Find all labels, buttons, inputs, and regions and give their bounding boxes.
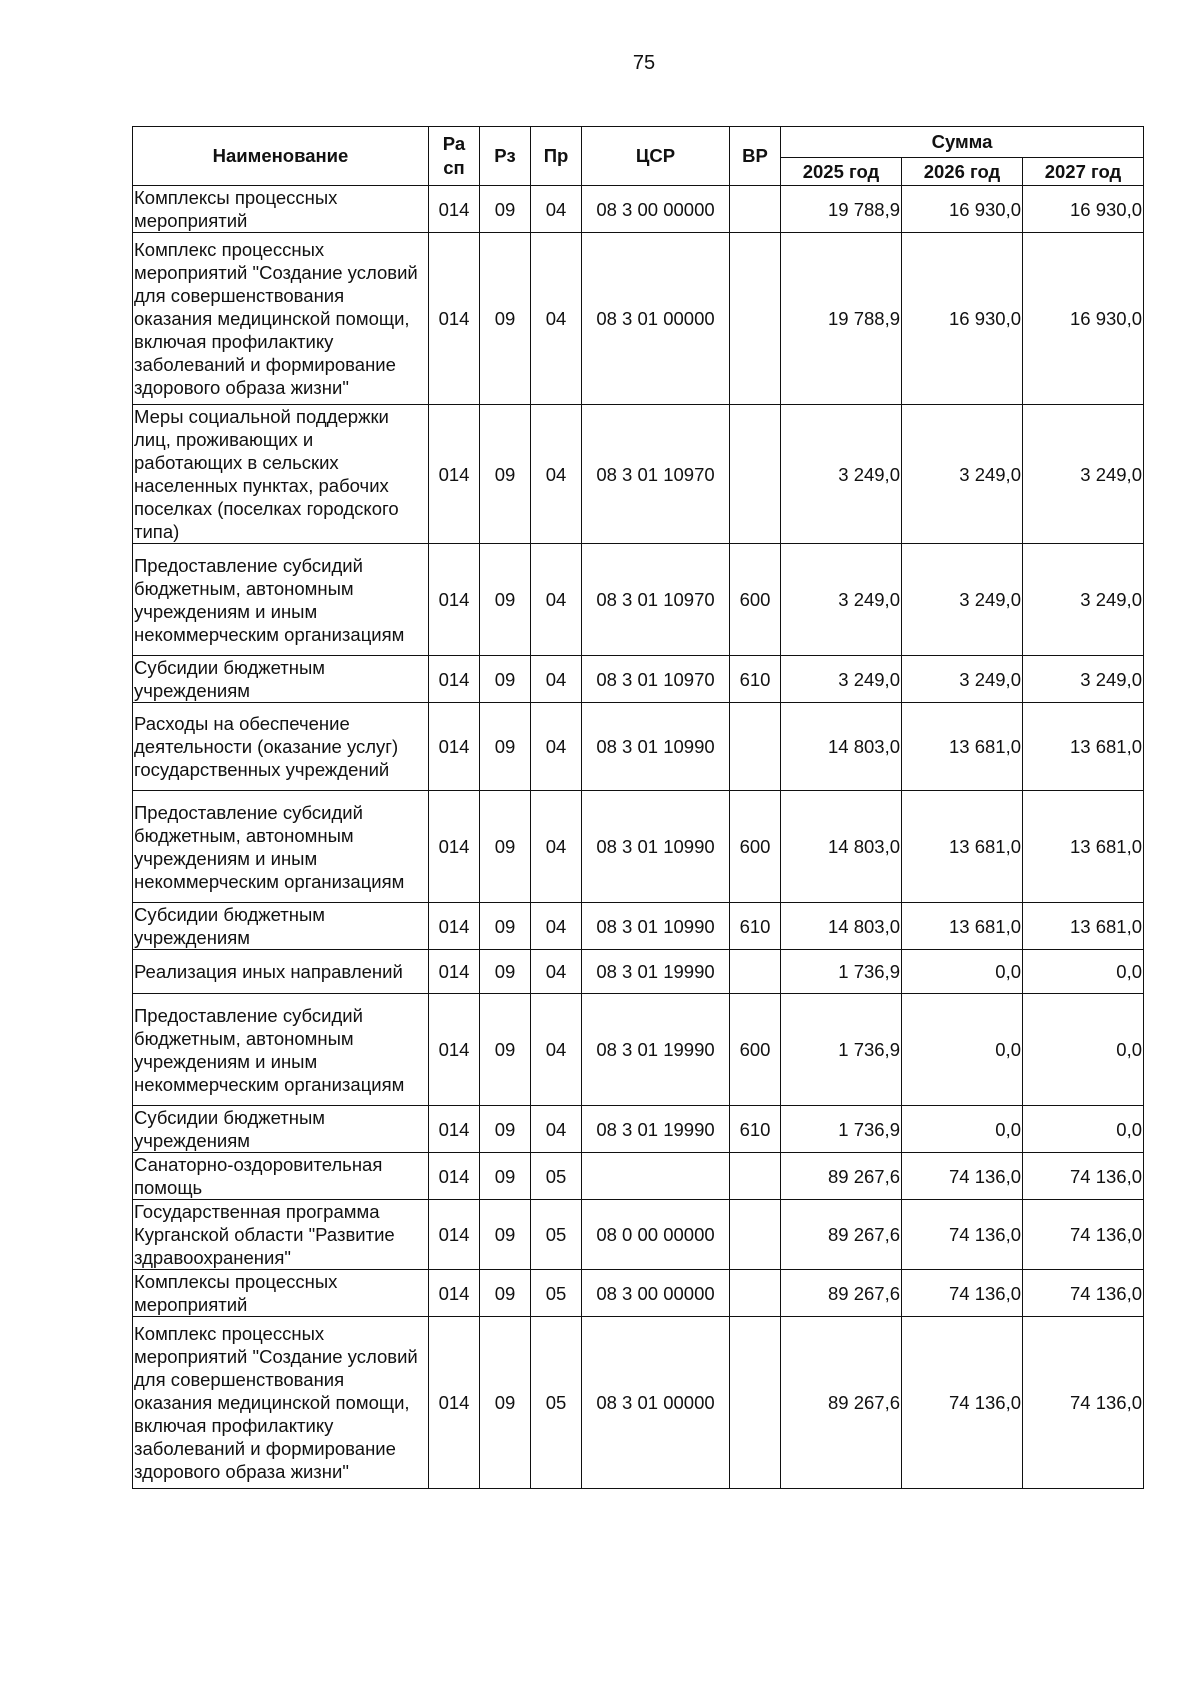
row-pr: 05	[531, 1153, 582, 1200]
row-amount-2026: 74 136,0	[902, 1317, 1023, 1489]
row-name: Меры социальной поддержки лиц, проживающих и работающих в сельских населенных пунктах, рабочих поселках (поселках городского типа)	[133, 405, 429, 544]
row-rasp: 014	[429, 405, 480, 544]
row-amount-2026: 3 249,0	[902, 405, 1023, 544]
row-amount-2025: 19 788,9	[781, 186, 902, 233]
row-amount-2027: 0,0	[1023, 950, 1144, 994]
row-rasp: 014	[429, 186, 480, 233]
row-amount-2025: 89 267,6	[781, 1270, 902, 1317]
row-name: Санаторно-оздоровительная помощь	[133, 1153, 429, 1200]
row-amount-2026: 74 136,0	[902, 1270, 1023, 1317]
row-vr	[730, 1153, 781, 1200]
header-sum: Сумма	[781, 127, 1144, 158]
budget-table	[132, 126, 1144, 1489]
row-rasp: 014	[429, 791, 480, 903]
row-csr	[582, 1153, 730, 1200]
row-pr: 04	[531, 950, 582, 994]
table-row	[133, 903, 1144, 950]
row-pr: 04	[531, 233, 582, 405]
row-amount-2026: 13 681,0	[902, 703, 1023, 791]
row-amount-2025: 14 803,0	[781, 791, 902, 903]
row-name: Предоставление субсидий бюджетным, автономным учреждениям и иным некоммерческим организациям	[133, 544, 429, 656]
row-csr: 08 0 00 00000	[582, 1200, 730, 1270]
row-csr: 08 3 00 00000	[582, 186, 730, 233]
row-csr: 08 3 01 10990	[582, 791, 730, 903]
header-rz: Рз	[480, 127, 531, 186]
row-amount-2025: 3 249,0	[781, 656, 902, 703]
row-name: Комплекс процессных мероприятий "Создание условий для совершенствования оказания медицинской помощи, включая профилактику заболеваний и формирование здорового образа жизни"	[133, 233, 429, 405]
row-csr: 08 3 00 00000	[582, 1270, 730, 1317]
header-vr: ВР	[730, 127, 781, 186]
row-vr	[730, 405, 781, 544]
row-rz: 09	[480, 544, 531, 656]
row-rz: 09	[480, 656, 531, 703]
row-amount-2027: 13 681,0	[1023, 703, 1144, 791]
header-pr: Пр	[531, 127, 582, 186]
row-pr: 04	[531, 994, 582, 1106]
row-amount-2027: 74 136,0	[1023, 1317, 1144, 1489]
row-rz: 09	[480, 405, 531, 544]
row-vr: 610	[730, 903, 781, 950]
row-amount-2027: 13 681,0	[1023, 791, 1144, 903]
table-body	[133, 186, 1144, 1489]
row-pr: 04	[531, 1106, 582, 1153]
row-amount-2026: 0,0	[902, 994, 1023, 1106]
row-pr: 04	[531, 405, 582, 544]
row-amount-2025: 89 267,6	[781, 1153, 902, 1200]
row-vr	[730, 233, 781, 405]
table-row	[133, 233, 1144, 405]
row-csr: 08 3 01 00000	[582, 1317, 730, 1489]
row-amount-2025: 14 803,0	[781, 903, 902, 950]
row-vr: 600	[730, 994, 781, 1106]
row-amount-2027: 3 249,0	[1023, 405, 1144, 544]
row-amount-2026: 16 930,0	[902, 186, 1023, 233]
row-csr: 08 3 01 00000	[582, 233, 730, 405]
row-rz: 09	[480, 950, 531, 994]
row-amount-2027: 3 249,0	[1023, 544, 1144, 656]
row-name: Предоставление субсидий бюджетным, автономным учреждениям и иным некоммерческим организациям	[133, 994, 429, 1106]
row-name: Субсидии бюджетным учреждениям	[133, 1106, 429, 1153]
row-rz: 09	[480, 233, 531, 405]
row-pr: 04	[531, 791, 582, 903]
row-amount-2025: 19 788,9	[781, 233, 902, 405]
row-pr: 04	[531, 656, 582, 703]
row-pr: 04	[531, 186, 582, 233]
table-row	[133, 1317, 1144, 1489]
row-amount-2027: 13 681,0	[1023, 903, 1144, 950]
table-row	[133, 405, 1144, 544]
row-rz: 09	[480, 903, 531, 950]
row-rasp: 014	[429, 1106, 480, 1153]
table-row	[133, 703, 1144, 791]
row-amount-2025: 3 249,0	[781, 405, 902, 544]
row-amount-2025: 1 736,9	[781, 950, 902, 994]
row-rz: 09	[480, 1270, 531, 1317]
row-pr: 04	[531, 544, 582, 656]
row-amount-2025: 14 803,0	[781, 703, 902, 791]
row-amount-2026: 13 681,0	[902, 903, 1023, 950]
table-row	[133, 1200, 1144, 1270]
row-vr: 610	[730, 656, 781, 703]
table-row	[133, 544, 1144, 656]
table-row	[133, 1106, 1144, 1153]
row-amount-2026: 74 136,0	[902, 1200, 1023, 1270]
table-row	[133, 1153, 1144, 1200]
table-row	[133, 791, 1144, 903]
row-name: Реализация иных направлений	[133, 950, 429, 994]
table-row	[133, 950, 1144, 994]
row-csr: 08 3 01 19990	[582, 950, 730, 994]
row-vr	[730, 950, 781, 994]
row-amount-2027: 16 930,0	[1023, 233, 1144, 405]
row-pr: 05	[531, 1270, 582, 1317]
header-name: Наименование	[133, 127, 429, 186]
row-rasp: 014	[429, 903, 480, 950]
row-vr	[730, 1317, 781, 1489]
row-rasp: 014	[429, 994, 480, 1106]
row-csr: 08 3 01 10970	[582, 405, 730, 544]
row-vr	[730, 1200, 781, 1270]
row-vr	[730, 186, 781, 233]
page-number: 75	[632, 52, 656, 74]
row-csr: 08 3 01 19990	[582, 994, 730, 1106]
header-year-2025: 2025 год	[781, 158, 902, 186]
row-csr: 08 3 01 19990	[582, 1106, 730, 1153]
row-amount-2026: 16 930,0	[902, 233, 1023, 405]
row-amount-2026: 3 249,0	[902, 544, 1023, 656]
row-amount-2027: 3 249,0	[1023, 656, 1144, 703]
row-rz: 09	[480, 791, 531, 903]
row-amount-2026: 3 249,0	[902, 656, 1023, 703]
row-rz: 09	[480, 1106, 531, 1153]
row-rasp: 014	[429, 656, 480, 703]
row-amount-2027: 0,0	[1023, 1106, 1144, 1153]
header-year-2027: 2027 год	[1023, 158, 1144, 186]
header-year-2026: 2026 год	[902, 158, 1023, 186]
row-pr: 04	[531, 903, 582, 950]
row-amount-2027: 74 136,0	[1023, 1270, 1144, 1317]
row-rz: 09	[480, 186, 531, 233]
row-name: Субсидии бюджетным учреждениям	[133, 903, 429, 950]
row-rasp: 014	[429, 544, 480, 656]
row-rz: 09	[480, 1153, 531, 1200]
row-vr	[730, 1270, 781, 1317]
row-rasp: 014	[429, 703, 480, 791]
row-amount-2025: 1 736,9	[781, 994, 902, 1106]
row-amount-2026: 13 681,0	[902, 791, 1023, 903]
row-rasp: 014	[429, 233, 480, 405]
row-amount-2025: 3 249,0	[781, 544, 902, 656]
row-name: Предоставление субсидий бюджетным, автономным учреждениям и иным некоммерческим организациям	[133, 791, 429, 903]
row-name: Комплексы процессных мероприятий	[133, 186, 429, 233]
row-csr: 08 3 01 10990	[582, 903, 730, 950]
row-name: Комплексы процессных мероприятий	[133, 1270, 429, 1317]
row-name: Государственная программа Курганской области "Развитие здравоохранения"	[133, 1200, 429, 1270]
row-vr	[730, 703, 781, 791]
row-csr: 08 3 01 10990	[582, 703, 730, 791]
row-vr: 600	[730, 791, 781, 903]
header-rasp: Ра сп	[429, 127, 480, 186]
row-rasp: 014	[429, 1200, 480, 1270]
row-amount-2026: 0,0	[902, 950, 1023, 994]
row-name: Субсидии бюджетным учреждениям	[133, 656, 429, 703]
row-amount-2025: 1 736,9	[781, 1106, 902, 1153]
row-amount-2027: 74 136,0	[1023, 1153, 1144, 1200]
row-pr: 05	[531, 1317, 582, 1489]
row-amount-2027: 0,0	[1023, 994, 1144, 1106]
row-rz: 09	[480, 1317, 531, 1489]
row-rz: 09	[480, 1200, 531, 1270]
row-name: Расходы на обеспечение деятельности (оказание услуг) государственных учреждений	[133, 703, 429, 791]
table-row	[133, 186, 1144, 233]
row-rz: 09	[480, 703, 531, 791]
row-rasp: 014	[429, 950, 480, 994]
table-row	[133, 1270, 1144, 1317]
row-amount-2025: 89 267,6	[781, 1200, 902, 1270]
row-name: Комплекс процессных мероприятий "Создание условий для совершенствования оказания медицинской помощи, включая профилактику заболеваний и формирование здорового образа жизни"	[133, 1317, 429, 1489]
header-csr: ЦСР	[582, 127, 730, 186]
row-rasp: 014	[429, 1153, 480, 1200]
row-pr: 04	[531, 703, 582, 791]
row-amount-2026: 0,0	[902, 1106, 1023, 1153]
row-pr: 05	[531, 1200, 582, 1270]
row-rasp: 014	[429, 1270, 480, 1317]
row-vr: 600	[730, 544, 781, 656]
row-amount-2025: 89 267,6	[781, 1317, 902, 1489]
row-vr: 610	[730, 1106, 781, 1153]
row-amount-2027: 74 136,0	[1023, 1200, 1144, 1270]
row-amount-2026: 74 136,0	[902, 1153, 1023, 1200]
row-csr: 08 3 01 10970	[582, 544, 730, 656]
row-rz: 09	[480, 994, 531, 1106]
row-rasp: 014	[429, 1317, 480, 1489]
table-row	[133, 656, 1144, 703]
row-csr: 08 3 01 10970	[582, 656, 730, 703]
table-row	[133, 994, 1144, 1106]
row-amount-2027: 16 930,0	[1023, 186, 1144, 233]
